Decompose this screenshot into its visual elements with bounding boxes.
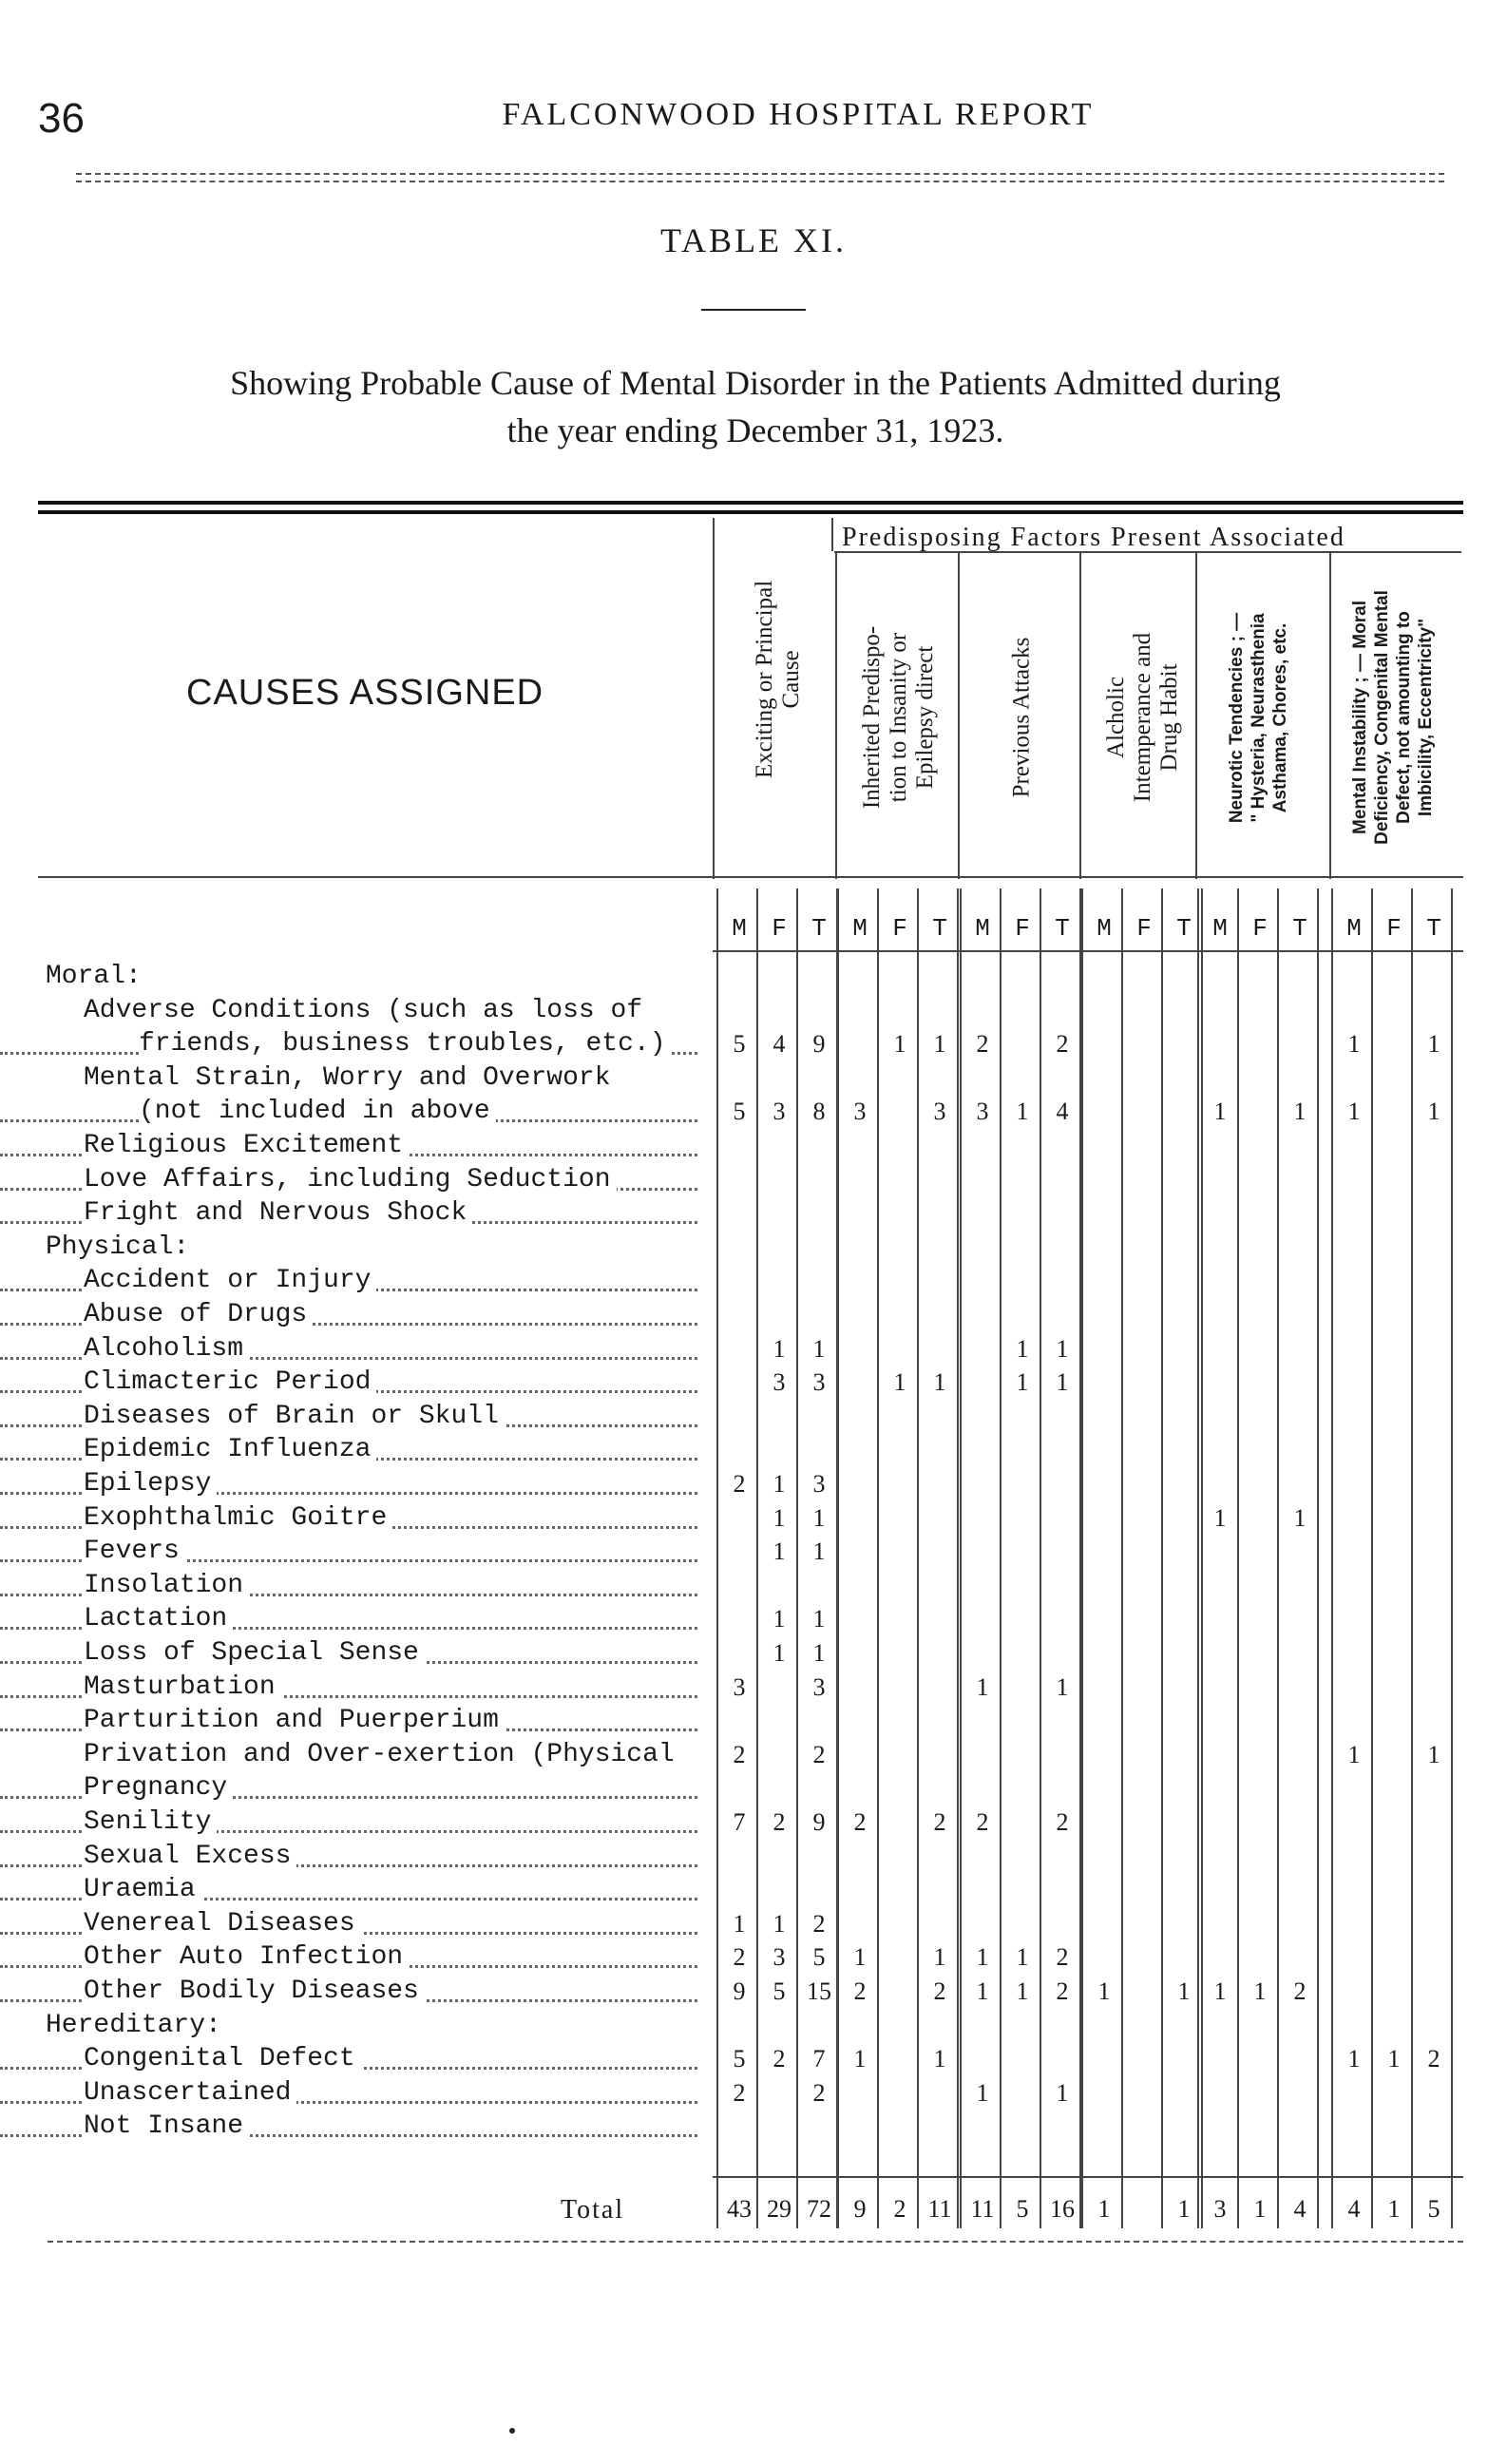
table-cell: 1 bbox=[1427, 1030, 1440, 1059]
table-cell: 1 bbox=[1347, 1740, 1361, 1768]
table-cell: 3 bbox=[773, 1943, 786, 1972]
row-label-text: Exophthalmic Goitre bbox=[84, 1503, 392, 1533]
total-cell: 1 bbox=[1097, 2195, 1111, 2223]
table-caption bbox=[48, 359, 1463, 454]
table-cell: 8 bbox=[812, 1098, 826, 1126]
column-header-line: Epilepsy direct bbox=[912, 645, 938, 790]
table-cell: 1 bbox=[1293, 1503, 1307, 1532]
table-cell: 2 bbox=[733, 1470, 746, 1498]
table-cell: 1 bbox=[1056, 2078, 1069, 2107]
row-label-text: Fevers bbox=[84, 1537, 185, 1566]
table-cell: 5 bbox=[733, 2045, 746, 2073]
table-cell: 1 bbox=[976, 1977, 989, 2005]
table-cell: 9 bbox=[812, 1030, 826, 1059]
row-label bbox=[0, 1366, 703, 1400]
table-cell: 1 bbox=[976, 1672, 989, 1701]
row-label-text: Religious Excitement bbox=[84, 1131, 409, 1160]
mft-label: T bbox=[1176, 914, 1192, 943]
row-label-text: Abuse of Drugs bbox=[84, 1300, 313, 1329]
mft-label: M bbox=[975, 914, 990, 943]
table-top-rule bbox=[38, 501, 1463, 505]
table-cell: 3 bbox=[812, 1470, 826, 1498]
table-cell: 1 bbox=[773, 1503, 786, 1532]
row-label bbox=[0, 1636, 703, 1671]
table-cell: 2 bbox=[812, 2078, 826, 2107]
header-bottom-rule bbox=[38, 876, 1463, 878]
total-cell: 4 bbox=[1347, 2195, 1361, 2223]
row-label-text: (not included in above bbox=[139, 1097, 496, 1126]
table-cell: 3 bbox=[853, 1098, 867, 1126]
table-cell: 1 bbox=[773, 1470, 786, 1498]
title-rule bbox=[701, 309, 806, 311]
header-divider bbox=[713, 518, 715, 879]
row-label bbox=[0, 1264, 703, 1298]
column-line bbox=[960, 888, 962, 2228]
row-label bbox=[0, 960, 703, 994]
table-cell: 1 bbox=[933, 1030, 946, 1059]
table-cell: 2 bbox=[853, 1808, 867, 1836]
table-cell: 1 bbox=[1016, 1368, 1029, 1397]
row-label bbox=[0, 1805, 703, 1840]
row-label-text: Parturition and Puerperium bbox=[84, 1706, 505, 1735]
table-cell: 2 bbox=[812, 1909, 826, 1938]
row-label-text: Lactation bbox=[84, 1604, 233, 1633]
table-cell: 1 bbox=[976, 2078, 989, 2107]
mft-label: F bbox=[1015, 914, 1030, 943]
table-cell: 3 bbox=[773, 1368, 786, 1397]
column-line bbox=[1201, 888, 1203, 2228]
table-cell: 3 bbox=[812, 1368, 826, 1397]
mft-label: T bbox=[1055, 914, 1070, 943]
row-label-text: Loss of Special Sense bbox=[84, 1638, 425, 1668]
row-label-text: Adverse Conditions (such as loss of bbox=[84, 996, 648, 1025]
row-label bbox=[0, 1907, 703, 1941]
row-label-text: Pregnancy bbox=[84, 1773, 233, 1803]
row-label-text: Uraemia bbox=[84, 1875, 201, 1904]
table-cell: 7 bbox=[812, 2045, 826, 2073]
row-label bbox=[0, 1231, 703, 1265]
header-rule-2 bbox=[76, 181, 1444, 182]
row-label bbox=[0, 1433, 703, 1467]
table-cell: 1 bbox=[812, 1334, 826, 1363]
row-label bbox=[0, 1196, 703, 1231]
total-cell: 72 bbox=[807, 2195, 831, 2223]
table-cell: 3 bbox=[773, 1098, 786, 1126]
group-divider bbox=[958, 551, 960, 879]
mft-rule bbox=[713, 950, 1463, 952]
column-header-line: Intemperance and bbox=[1130, 632, 1155, 803]
caption-line-2: the year ending December 31, 1923. bbox=[506, 411, 1004, 449]
row-label-text: Alcoholism bbox=[84, 1334, 249, 1364]
total-cell: 16 bbox=[1050, 2195, 1075, 2223]
column-line bbox=[1081, 888, 1083, 2228]
total-cell: 4 bbox=[1293, 2195, 1307, 2223]
total-cell: 11 bbox=[970, 2195, 995, 2223]
row-label bbox=[0, 2009, 703, 2043]
header-rule bbox=[76, 173, 1444, 175]
table-cell: 1 bbox=[773, 1538, 786, 1566]
column-header-line: Neurotic Tendencies ; — bbox=[1227, 612, 1248, 823]
total-cell: 2 bbox=[893, 2195, 906, 2223]
column-line bbox=[1000, 888, 1001, 2228]
table-cell: 1 bbox=[1427, 1098, 1440, 1126]
table-cell: 2 bbox=[853, 1977, 867, 2005]
row-label-text: Mental Strain, Worry and Overwork bbox=[84, 1063, 617, 1093]
table-cell: 2 bbox=[733, 1740, 746, 1768]
row-label-text: Climacteric Period bbox=[84, 1367, 376, 1397]
column-header-line: Defect, not amounting to bbox=[1394, 611, 1414, 824]
table-cell: 2 bbox=[976, 1030, 989, 1059]
table-cell: 4 bbox=[1056, 1098, 1069, 1126]
row-label-text: Physical: bbox=[46, 1232, 195, 1262]
column-line bbox=[1237, 888, 1239, 2228]
table-cell: 1 bbox=[1056, 1334, 1069, 1363]
row-label bbox=[0, 994, 703, 1028]
row-label-text: Unascertained bbox=[84, 2078, 296, 2108]
table-cell: 1 bbox=[1387, 2045, 1401, 2073]
row-label-text: Privation and Over-exertion (Physical bbox=[84, 1740, 680, 1769]
row-label bbox=[0, 2110, 703, 2144]
mft-label: T bbox=[932, 914, 947, 943]
row-label bbox=[0, 1332, 703, 1366]
row-label bbox=[0, 1298, 703, 1332]
column-line bbox=[917, 888, 919, 2228]
column-header-line: Inherited Predispo- bbox=[859, 625, 885, 810]
table-cell: 2 bbox=[773, 2045, 786, 2073]
row-label bbox=[0, 1467, 703, 1501]
row-label bbox=[0, 1129, 703, 1163]
column-header-line: Imbicility, Eccentricity" bbox=[1416, 618, 1436, 817]
total-label: Total bbox=[561, 2195, 625, 2225]
table-cell: 1 bbox=[773, 1909, 786, 1938]
column-line bbox=[1121, 888, 1123, 2228]
column-line bbox=[1197, 888, 1199, 2228]
table-cell: 2 bbox=[933, 1808, 946, 1836]
total-cell: 1 bbox=[1253, 2195, 1267, 2223]
total-cell: 1 bbox=[1387, 2195, 1401, 2223]
total-cell: 3 bbox=[1213, 2195, 1227, 2223]
column-line bbox=[716, 888, 718, 2228]
column-header-5 bbox=[1216, 551, 1302, 884]
table-cell: 2 bbox=[976, 1808, 989, 1836]
table-cell: 3 bbox=[976, 1098, 989, 1126]
table-cell: 1 bbox=[773, 1605, 786, 1633]
row-label bbox=[0, 1501, 703, 1536]
table-cell: 1 bbox=[1056, 1672, 1069, 1701]
group-divider-top bbox=[831, 518, 833, 551]
column-header-6 bbox=[1350, 551, 1436, 884]
table-cell: 1 bbox=[1347, 1030, 1361, 1059]
table-cell: 1 bbox=[1213, 1503, 1227, 1532]
row-label-text: Epidemic Influenza bbox=[84, 1435, 376, 1464]
group-divider bbox=[1079, 551, 1081, 879]
table-cell: 15 bbox=[807, 1977, 831, 2005]
bottom-rule bbox=[48, 2241, 1463, 2243]
column-line bbox=[1040, 888, 1041, 2228]
column-line bbox=[1451, 888, 1453, 2228]
column-header-line: Exciting or Principal bbox=[752, 580, 778, 779]
row-label bbox=[0, 1704, 703, 1738]
mft-label: M bbox=[1346, 914, 1362, 943]
table-cell: 5 bbox=[812, 1943, 826, 1972]
table-cell: 1 bbox=[733, 1909, 746, 1938]
page-number: 36 bbox=[38, 95, 85, 142]
table-cell: 1 bbox=[1253, 1977, 1267, 2005]
row-label-text: Love Affairs, including Seduction bbox=[84, 1165, 617, 1194]
causes-header: CAUSES ASSIGNED bbox=[186, 673, 544, 713]
table-cell: 1 bbox=[1016, 1334, 1029, 1363]
column-header-line: tion to Insanity or bbox=[886, 632, 911, 803]
mft-label: T bbox=[811, 914, 827, 943]
column-header-1 bbox=[735, 513, 821, 846]
total-rule bbox=[713, 2176, 1463, 2178]
column-header-4 bbox=[1100, 551, 1186, 884]
mft-label: M bbox=[852, 914, 868, 943]
row-label bbox=[0, 2042, 703, 2076]
row-label-text: Diseases of Brain or Skull bbox=[84, 1402, 505, 1431]
mft-label: F bbox=[1252, 914, 1268, 943]
table-cell: 2 bbox=[1293, 1977, 1307, 2005]
table-cell: 1 bbox=[1056, 1368, 1069, 1397]
mft-label: M bbox=[732, 914, 747, 943]
column-header-line: Drug Habit bbox=[1156, 663, 1182, 772]
table-cell: 1 bbox=[976, 1943, 989, 1972]
table-cell: 1 bbox=[1177, 1977, 1191, 2005]
mft-label: T bbox=[1292, 914, 1307, 943]
row-label bbox=[0, 1940, 703, 1975]
row-label bbox=[0, 1671, 703, 1705]
table-cell: 2 bbox=[933, 1977, 946, 2005]
table-cell: 2 bbox=[1056, 1808, 1069, 1836]
row-label bbox=[0, 1095, 703, 1129]
row-label-text: Fright and Nervous Shock bbox=[84, 1198, 472, 1228]
row-label bbox=[0, 1873, 703, 1907]
column-header-line: Alcholic bbox=[1103, 676, 1129, 759]
column-line bbox=[1317, 888, 1319, 2228]
mft-label: F bbox=[1386, 914, 1402, 943]
caption-line-1: Showing Probable Cause of Mental Disorder in the Patients Admitted during bbox=[230, 364, 1281, 402]
table-title: TABLE XI. bbox=[659, 221, 848, 259]
table-cell: 2 bbox=[1427, 2045, 1440, 2073]
row-label-text: Other Bodily Diseases bbox=[84, 1977, 425, 2006]
table-cell: 1 bbox=[1293, 1098, 1307, 1126]
table-cell: 1 bbox=[1016, 1943, 1029, 1972]
table-cell: 1 bbox=[1097, 1977, 1111, 2005]
table-cell: 2 bbox=[1056, 1030, 1069, 1059]
column-line bbox=[1371, 888, 1373, 2228]
table-cell: 5 bbox=[773, 1977, 786, 2005]
total-cell: 1 bbox=[1177, 2195, 1191, 2223]
row-label bbox=[0, 1602, 703, 1636]
row-label-text: Venereal Diseases bbox=[84, 1909, 361, 1939]
table-cell: 2 bbox=[1056, 1943, 1069, 1972]
total-cell: 9 bbox=[853, 2195, 867, 2223]
mft-label: F bbox=[1136, 914, 1152, 943]
table-cell: 1 bbox=[1213, 1977, 1227, 2005]
column-header-line: Previous Attacks bbox=[1008, 637, 1034, 798]
table-cell: 7 bbox=[733, 1808, 746, 1836]
row-label-text: Other Auto Infection bbox=[84, 1942, 409, 1972]
table-cell: 1 bbox=[893, 1030, 906, 1059]
ink-mark bbox=[509, 2428, 515, 2434]
column-header-line: " Hysteria, Neurasthenia bbox=[1249, 612, 1269, 823]
mft-label: M bbox=[1212, 914, 1228, 943]
running-head: FALCONWOOD HOSPITAL REPORT bbox=[502, 97, 1095, 132]
table-cell: 1 bbox=[812, 1639, 826, 1667]
row-label bbox=[0, 1061, 703, 1096]
column-line bbox=[1331, 888, 1333, 2228]
row-label-text: Congenital Defect bbox=[84, 2044, 361, 2073]
table-cell: 2 bbox=[733, 1943, 746, 1972]
group-header: Predisposing Factors Present Associated bbox=[842, 523, 1345, 552]
column-header-line: Mental Instability ; — Moral bbox=[1350, 601, 1370, 834]
group-divider bbox=[1329, 551, 1331, 879]
row-label bbox=[0, 1027, 703, 1061]
row-label-text: Moral: bbox=[46, 962, 147, 991]
row-label bbox=[0, 1771, 703, 1805]
row-label bbox=[0, 1840, 703, 1874]
mft-label: M bbox=[1097, 914, 1112, 943]
table-cell: 1 bbox=[1347, 2045, 1361, 2073]
table-cell: 5 bbox=[733, 1098, 746, 1126]
column-line bbox=[756, 888, 758, 2228]
mft-label: F bbox=[892, 914, 907, 943]
row-label bbox=[0, 1738, 703, 1772]
row-label bbox=[0, 1163, 703, 1197]
table-cell: 1 bbox=[1016, 1977, 1029, 2005]
row-label-text: Hereditary: bbox=[46, 2011, 227, 2040]
row-label-text: Senility bbox=[84, 1807, 217, 1837]
mft-label: T bbox=[1426, 914, 1441, 943]
table-cell: 3 bbox=[733, 1672, 746, 1701]
table-cell: 1 bbox=[853, 2045, 867, 2073]
row-label-text: Not Insane bbox=[84, 2111, 249, 2141]
table-cell: 1 bbox=[933, 1943, 946, 1972]
table-cell: 4 bbox=[773, 1030, 786, 1059]
table-cell: 5 bbox=[733, 1030, 746, 1059]
column-header-line: Deficiency, Congenital Mental bbox=[1372, 590, 1392, 845]
column-line bbox=[957, 888, 959, 2228]
total-cell: 5 bbox=[1427, 2195, 1440, 2223]
row-label-text: friends, business troubles, etc.) bbox=[139, 1029, 672, 1059]
table-cell: 1 bbox=[1213, 1098, 1227, 1126]
mft-label: F bbox=[772, 914, 787, 943]
table-cell: 1 bbox=[812, 1538, 826, 1566]
table-cell: 3 bbox=[812, 1672, 826, 1701]
table-cell: 2 bbox=[773, 1808, 786, 1836]
row-label-text: Masturbation bbox=[84, 1672, 281, 1702]
table-cell: 1 bbox=[773, 1334, 786, 1363]
column-line bbox=[1411, 888, 1413, 2228]
row-label bbox=[0, 1975, 703, 2009]
row-label bbox=[0, 1569, 703, 1603]
column-header-line: Cause bbox=[778, 650, 805, 709]
table-cell: 1 bbox=[893, 1368, 906, 1397]
table-cell: 2 bbox=[812, 1740, 826, 1768]
table-cell: 2 bbox=[733, 2078, 746, 2107]
table-cell: 1 bbox=[1016, 1098, 1029, 1126]
column-line bbox=[1277, 888, 1279, 2228]
column-header-3 bbox=[979, 551, 1064, 884]
column-line bbox=[1161, 888, 1163, 2228]
column-line bbox=[877, 888, 879, 2228]
table-cell: 9 bbox=[812, 1808, 826, 1836]
table-cell: 1 bbox=[812, 1503, 826, 1532]
total-cell: 5 bbox=[1016, 2195, 1029, 2223]
total-cell: 11 bbox=[927, 2195, 952, 2223]
total-cell: 29 bbox=[767, 2195, 792, 2223]
table-cell: 1 bbox=[1347, 1098, 1361, 1126]
table-cell: 1 bbox=[853, 1943, 867, 1972]
row-label bbox=[0, 1400, 703, 1434]
row-label-text: Accident or Injury bbox=[84, 1266, 376, 1295]
table-cell: 2 bbox=[1056, 1977, 1069, 2005]
row-label bbox=[0, 2076, 703, 2111]
row-label-text: Epilepsy bbox=[84, 1469, 217, 1499]
table-cell: 3 bbox=[933, 1098, 946, 1126]
group-divider bbox=[835, 551, 837, 879]
table-cell: 1 bbox=[933, 1368, 946, 1397]
table-cell: 9 bbox=[733, 1977, 746, 2005]
row-label-text: Insolation bbox=[84, 1571, 249, 1600]
row-label-text: Sexual Excess bbox=[84, 1842, 296, 1871]
column-header-2 bbox=[856, 551, 942, 884]
row-label bbox=[0, 1535, 703, 1569]
table-cell: 1 bbox=[773, 1639, 786, 1667]
group-divider bbox=[1195, 551, 1197, 879]
column-header-line: Asthama, Chores, etc. bbox=[1270, 622, 1291, 812]
group-header-rule bbox=[834, 551, 1461, 553]
table-cell: 1 bbox=[1427, 1740, 1440, 1768]
total-cell: 43 bbox=[727, 2195, 752, 2223]
table-cell: 1 bbox=[812, 1605, 826, 1633]
table-cell: 1 bbox=[933, 2045, 946, 2073]
